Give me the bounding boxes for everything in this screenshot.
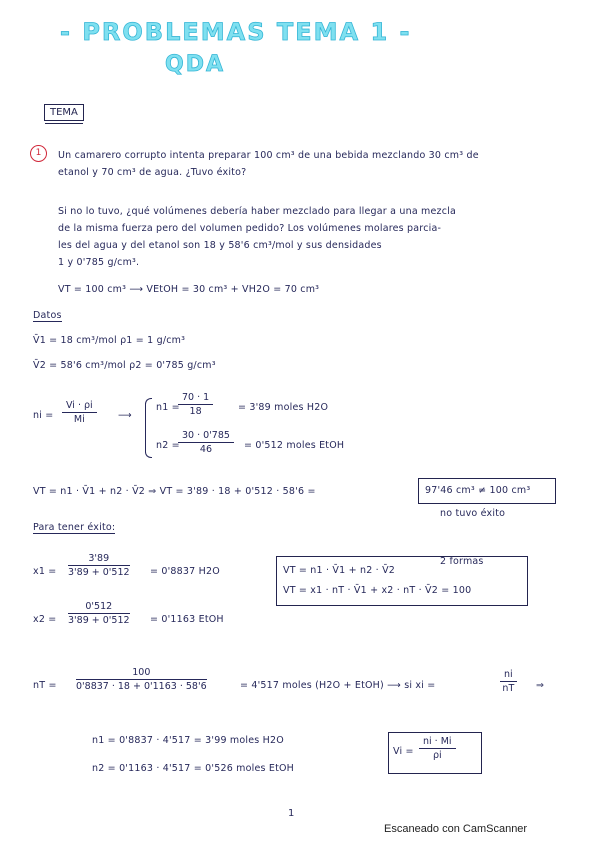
x1-denominator: 3'89 + 0'512 (68, 567, 130, 578)
total-volume-equation: VT = 100 cm³ ⟶ VEtOH = 30 cm³ + VH2O = 70 cm³ (58, 284, 320, 295)
vi-lhs: Vi = (393, 746, 414, 757)
vt-calculation: VT = n1 · V̄1 + n2 · V̄2 ⇒ VT = 3'89 · 18 + 0'512 · 58'6 = (33, 486, 316, 497)
nt-lhs: nT = (33, 680, 57, 691)
vi-denominator: ρi (432, 750, 442, 761)
vt-result-box (418, 478, 556, 504)
vi-fraction (419, 736, 456, 761)
n1-denominator: 18 (189, 406, 202, 417)
section-label: TEMA (44, 104, 84, 121)
n1-lhs: n1 = (156, 402, 180, 413)
vi-numerator: ni · Mi (419, 736, 456, 749)
xi-denominator: nT (502, 683, 515, 694)
x1-fraction (68, 553, 130, 578)
x1-numerator: 3'89 (68, 553, 130, 566)
n2-numerator: 30 · 0'785 (178, 430, 234, 443)
n2-denominator: 46 (199, 444, 213, 455)
n2-final: n2 = 0'1163 · 4'517 = 0'526 moles EtOH (92, 763, 295, 774)
nt-result: = 4'517 moles (H2O + EtOH) ⟶ si xi = (240, 680, 436, 691)
page-subtitle: QDA (165, 52, 225, 77)
brace (145, 398, 152, 458)
n2-fraction (178, 430, 234, 455)
n1-fraction (178, 392, 213, 417)
ni-lhs: ni = (33, 410, 54, 421)
datos-heading: Datos (33, 310, 62, 321)
nt-numerator: 100 (76, 667, 207, 680)
x2-lhs: x2 = (33, 614, 57, 625)
question-line-4: 1 y 0'785 g/cm³. (58, 257, 140, 268)
question-line-3: les del agua y del etanol son 18 y 58'6 cm³/mol y sus densidades (58, 240, 382, 251)
x1-result: = 0'8837 H2O (150, 566, 220, 577)
camscanner-watermark: Escaneado con CamScanner (384, 823, 528, 835)
x2-result: = 0'1163 EtOH (150, 614, 224, 625)
para-exito-heading: Para tener éxito: (33, 522, 116, 533)
box-equation-1: VT = n1 · V̄1 + n2 · V̄2 (283, 565, 396, 576)
x2-fraction (68, 601, 130, 626)
nt-fraction (76, 667, 207, 692)
page-number: 1 (288, 808, 295, 819)
ni-fraction (62, 400, 97, 425)
datos-line-2: V̄2 = 58'6 cm³/mol ρ2 = 0'785 g/cm³ (33, 360, 216, 371)
box-equation-2: VT = x1 · nT · V̄1 + x2 · nT · V̄2 = 100 (283, 585, 472, 596)
page-title: - PROBLEMAS TEMA 1 - (60, 18, 412, 46)
ni-numerator: Vi · ρi (62, 400, 97, 413)
ni-denominator: Mi (73, 414, 85, 425)
problem-number: 1 (30, 145, 47, 162)
vt-result: 97'46 cm³ ≠ 100 cm³ (425, 485, 531, 496)
datos-line-1: V̄1 = 18 cm³/mol ρ1 = 1 g/cm³ (33, 335, 186, 346)
n1-result: = 3'89 moles H2O (238, 402, 329, 413)
xi-numerator: ni (500, 669, 517, 682)
n2-result: = 0'512 moles EtOH (244, 440, 345, 451)
n1-numerator: 70 · 1 (178, 392, 213, 405)
vt-forms-box (276, 556, 528, 606)
arrow-to-brace: ⟶ (118, 410, 132, 421)
x1-lhs: x1 = (33, 566, 57, 577)
question-line-1: Si no lo tuvo, ¿qué volúmenes debería haber mezclado para llegar a una mezcla (58, 206, 457, 217)
x2-denominator: 3'89 + 0'512 (68, 615, 130, 626)
nt-denominator: 0'8837 · 18 + 0'1163 · 58'6 (76, 681, 207, 692)
xi-implies: ⇒ (536, 680, 545, 691)
x2-numerator: 0'512 (68, 601, 130, 614)
statement-line-1: Un camarero corrupto intenta preparar 100 cm³ de una bebida mezclando 30 cm³ de (58, 150, 479, 161)
n1-final: n1 = 0'8837 · 4'517 = 3'99 moles H2O (92, 735, 284, 746)
question-line-2: de la misma fuerza pero del volumen pedido? Los volúmenes molares parcia- (58, 223, 442, 234)
n2-lhs: n2 = (156, 440, 180, 451)
dos-formas-note: 2 formas (440, 556, 484, 567)
no-exito-note: no tuvo éxito (440, 508, 506, 519)
xi-fraction (500, 669, 517, 694)
vi-box (388, 732, 482, 774)
statement-line-2: etanol y 70 cm³ de agua. ¿Tuvo éxito? (58, 167, 247, 178)
